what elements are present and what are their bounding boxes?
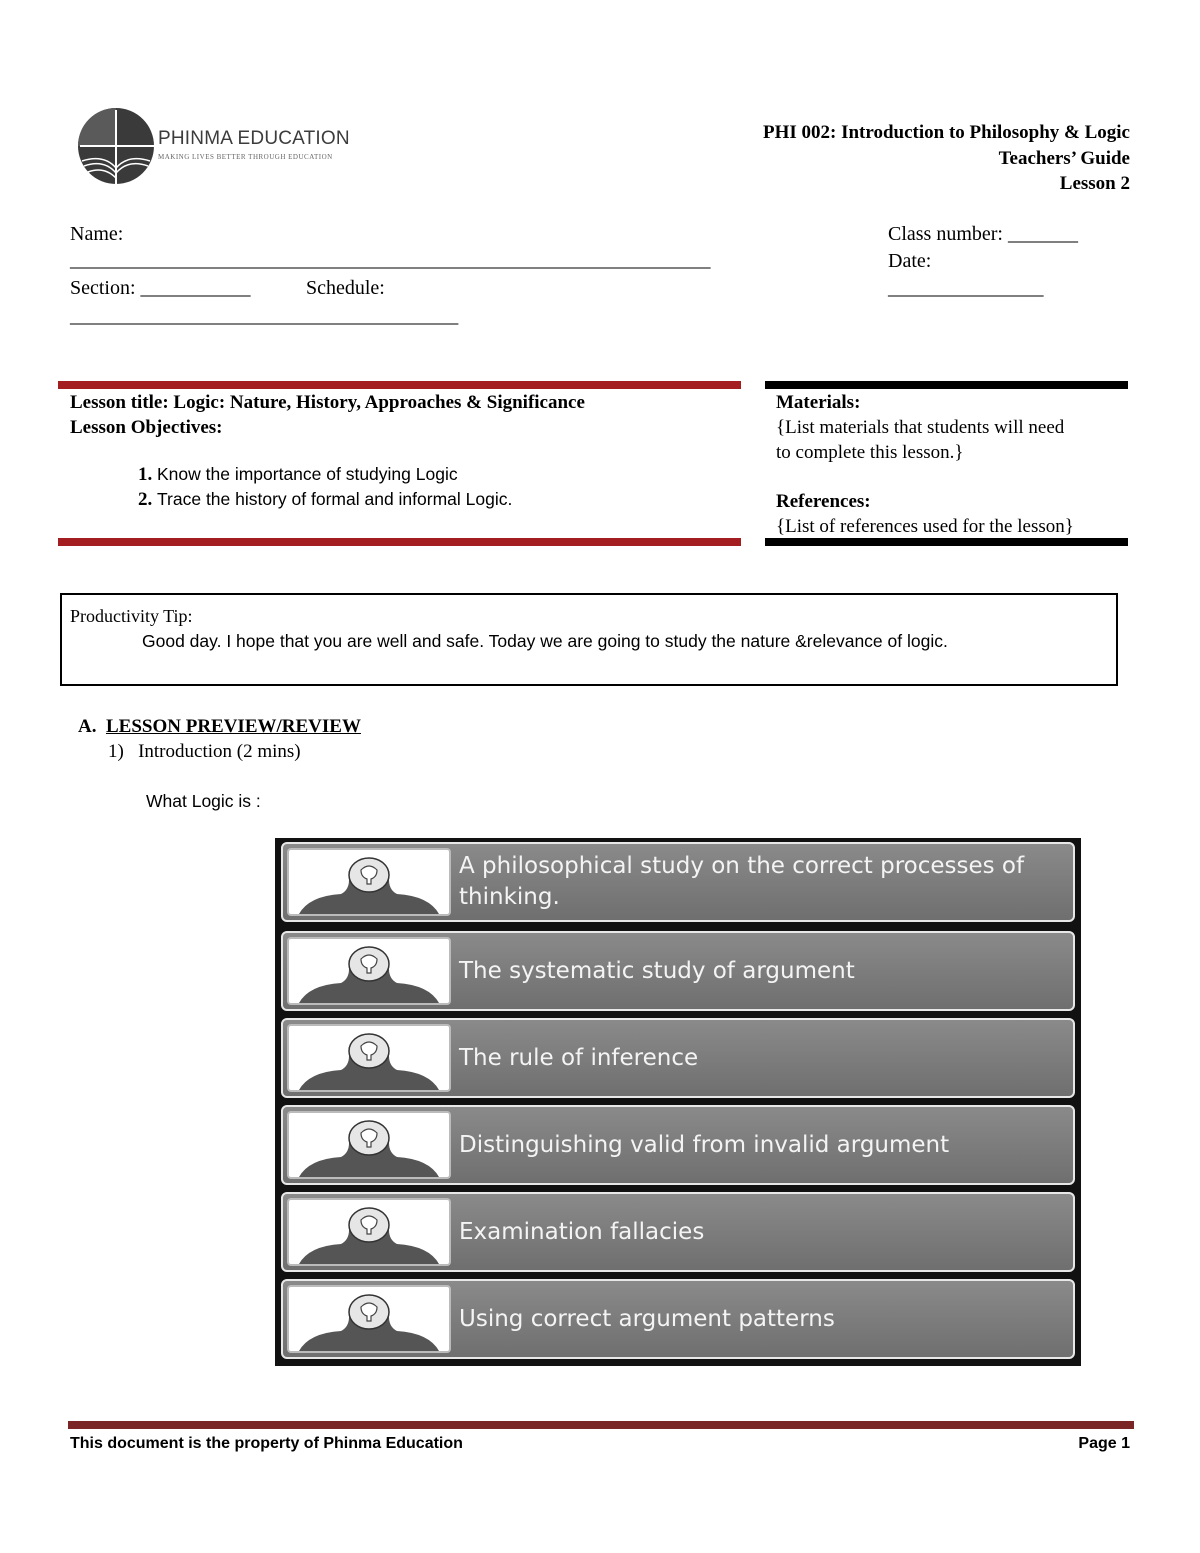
references-label: References: [776,491,871,512]
lesson-bottom-bar [58,538,741,546]
references-text: {List of references used for the lesson} [776,516,1074,537]
logo-tagline: MAKING LIVES BETTER THROUGH EDUCATION [158,153,333,161]
materials-top-bar [765,381,1128,389]
logic-list-item [281,842,1075,922]
intro-heading: 1) Introduction (2 mins) [108,741,301,762]
logic-item-text: Distinguishing valid from invalid argument [459,1131,950,1158]
section-field[interactable]: Section: ___________ [70,277,251,299]
logic-list-item [281,1192,1075,1272]
date-label: Date: [888,250,932,272]
materials-info [776,390,1126,539]
objectives-label: Lesson Objectives: [70,417,223,438]
class-number-field[interactable]: Class number: _______ [888,223,1078,245]
materials-bottom-bar [765,538,1128,546]
logic-item-text: Using correct argument patterns [459,1305,835,1332]
lesson-title: Lesson title: Logic: Nature, History, Approaches & Significance [70,392,585,413]
logic-list-item [281,1279,1075,1359]
footer-bar [68,1421,1134,1429]
logic-list-item [281,1105,1075,1185]
materials-text: to complete this lesson.} [776,442,964,463]
logic-item-text: The rule of inference [459,1044,699,1071]
head-icon [287,1024,451,1092]
guide-title: Teachers’ Guide [998,147,1130,169]
materials-label: Materials: [776,392,861,413]
schedule-label: Schedule: [306,277,385,299]
name-label: Name: [70,223,124,245]
logic-item-text: The systematic study of argument [459,957,855,984]
objective-item: 1. Know the importance of studying Logic [138,464,458,485]
head-icon [287,1285,451,1353]
logo-name: PHINMA EDUCATION [158,128,350,149]
tip-label: Productivity Tip: [70,606,193,626]
head-icon [287,1111,451,1179]
lesson-number: Lesson 2 [1059,173,1130,194]
logic-list-item [281,931,1075,1011]
header-block [763,120,1130,197]
course-title: PHI 002: Introduction to Philosophy & Logic [762,122,1130,143]
footer-property: This document is the property of Phinma Education [70,1435,463,1452]
head-icon [287,848,451,916]
what-logic-is: What Logic is : [146,791,261,811]
materials-text: {List materials that students will need [776,417,1065,438]
lesson-info [70,390,750,512]
head-icon [287,1198,451,1266]
objective-item: 2. Trace the history of formal and informal Logic. [138,489,513,510]
name-field[interactable]: __________________________________________________________________ [70,249,711,271]
date-field[interactable]: ________________ [888,277,1044,299]
tip-text: Good day. I hope that you are well and safe. Today we are going to study the nature &relevance of logic. [142,631,948,651]
logic-item-text: Examination fallacies [459,1218,705,1245]
section-a-heading: A. LESSON PREVIEW/REVIEW [78,716,361,737]
page-number: Page 1 [1078,1435,1130,1452]
logic-item-text: A philosophical study on the correct processes of thinking. [459,853,1025,910]
head-icon [287,937,451,1005]
logic-definitions-graphic [275,838,1081,1366]
schedule-field[interactable]: ________________________________________ [70,305,459,327]
logic-list-item [281,1018,1075,1098]
lesson-top-bar [58,381,741,389]
